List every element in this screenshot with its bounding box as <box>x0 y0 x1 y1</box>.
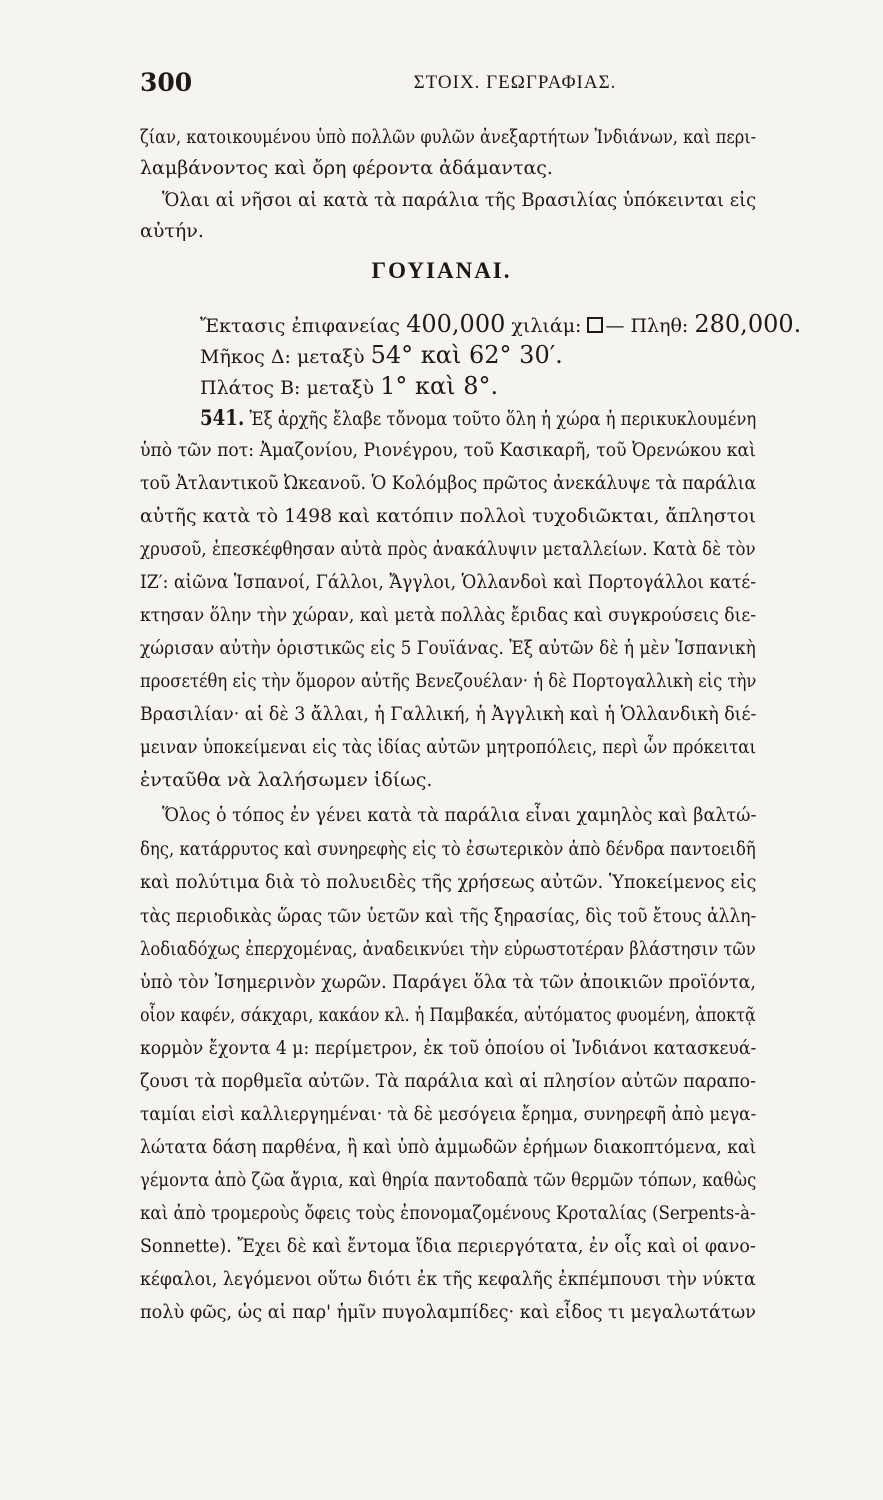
text-line: ταμίαι εἰσὶ καλλιεργημέναι· τὰ δὲ μεσόγεια ἔρημα, συνηρεφῆ ἀπὸ μεγα- <box>140 1103 757 1125</box>
text-line: ζίαν, κατοικουμένου ὑπὸ πολλῶν φυλῶν ἀνεξαρτήτων Ἰνδιάνων, καὶ περι- <box>140 126 757 148</box>
area-value: 400,000 <box>406 310 506 338</box>
paragraph-number: 541. <box>200 405 245 430</box>
width-label: Πλάτος Β: μεταξὺ <box>200 377 375 399</box>
length-stat <box>200 341 563 369</box>
text-line: Ἐξ ἀρχῆς ἔλαβε τὄνομα τοῦτο ὅλη ἡ χώρα ἡ περικυκλουμένη <box>249 408 757 430</box>
population-value: 280,000. <box>694 310 802 338</box>
text-line: ὑπὸ τὸν Ἰσημερινὸν χωρῶν. Παράγει ὅλα τὰ τῶν ἀποικιῶν προϊόντα, <box>140 971 756 993</box>
text-line: Sonnette). Ἔχει δὲ καὶ ἔντομα ἴδια περιεργότατα, ἐν οἷς καὶ οἱ φανο- <box>140 1235 756 1257</box>
area-unit: χιλιάμ: <box>511 315 582 337</box>
page-header <box>140 68 740 104</box>
running-head: ΣΤΟΙΧ. ΓΕΩΓΡΑΦΙΑΣ. <box>413 72 617 93</box>
text-line: ἐνταῦθα νὰ λαλήσωμεν ἰδίως. <box>140 769 433 791</box>
text-line: καὶ πολύτιμα διὰ τὸ πολυειδὲς τῆς χρήσεως αὐτῶν. Ὑποκείμενος εἰς <box>140 871 757 893</box>
text-line: τοῦ Ἀτλαντικοῦ Ὠκεανοῦ. Ὁ Κολόμβος πρῶτος ἀνεκάλυψε τὰ παράλια <box>140 472 757 494</box>
text-line: καὶ ἀπὸ τρομεροὺς ὄφεις τοὺς ἐπονομαζομένους Κροταλίας (Serpents-à- <box>140 1202 756 1224</box>
text-line: Ὅλος ὁ τόπος ἐν γένει κατὰ τὰ παράλια εἶναι χαμηλὸς καὶ βαλτώ- <box>162 804 757 826</box>
section-title: ΓΟΥΙΑΝΑΙ. <box>371 258 512 283</box>
length-label: Μῆκος Δ: μεταξὺ <box>200 346 365 368</box>
text-line: τὰς περιοδικὰς ὥρας τῶν ὑετῶν καὶ τῆς ξηρασίας, δὶς τοῦ ἔτους ἀλλη- <box>140 905 757 927</box>
text-line: προσετέθη εἰς τὴν ὅμορον αὐτῆς Βενεζουέλαν· ἡ δὲ Πορτογαλλικὴ εἰς τὴν <box>140 670 757 692</box>
square-unit-icon <box>587 317 603 333</box>
text-line: Ὅλαι αἱ νῆσοι αἱ κατὰ τὰ παράλια τῆς Βρασιλίας ὑπόκεινται εἰς <box>162 189 757 211</box>
text-line: ΙΖ′: αἰῶνα Ἱσπανοί, Γάλλοι, Ἄγγλοι, Ὁλλανδοὶ καὶ Πορτογάλλοι κατέ- <box>140 571 757 593</box>
area-stat <box>200 310 801 338</box>
length-value: 54° καὶ 62° 30′. <box>370 341 563 369</box>
text-line: οἷον καφέν, σάκχαρι, κακάον κλ. ἡ Παμβακέα, αὐτόματος φυομένη, ἀποκτᾷ <box>140 1004 756 1026</box>
width-value: 1° καὶ 8°. <box>380 372 499 400</box>
width-stat <box>200 372 498 400</box>
text-line: ζουσι τὰ πορθμεῖα αὐτῶν. Τὰ παράλια καὶ αἱ πλησίον αὐτῶν παραπο- <box>140 1070 756 1092</box>
text-line: αὐτήν. <box>140 220 204 242</box>
text-line: λαμβάνοντος καὶ ὄρη φέροντα ἀδάμαντας. <box>140 157 553 179</box>
text-line: αὐτῆς κατὰ τὸ 1498 καὶ κατόπιν πολλοὶ τυχοδιῶκται, ἄπληστοι <box>140 505 756 527</box>
text-line: δης, κατάρρυτος καὶ συνηρεφὴς εἰς τὸ ἐσωτερικὸν ἀπὸ δένδρα παντοειδῆ <box>140 838 756 860</box>
text-line: κτησαν ὅλην τὴν χώραν, καὶ μετὰ πολλὰς ἔριδας καὶ συγκρούσεις διε- <box>140 604 756 626</box>
paragraph-first-line <box>200 405 757 430</box>
area-label: Ἔκτασις ἐπιφανείας <box>200 315 401 337</box>
text-line: χρυσοῦ, ἐπεσκέφθησαν αὐτὰ πρὸς ἀνακάλυψιν μεταλλείων. Κατὰ δὲ τὸν <box>140 538 756 560</box>
text-line: κέφαλοι, λεγόμενοι οὕτω διότι ἐκ τῆς κεφαλῆς ἐκπέμπουσι τὴν νύκτα <box>140 1268 756 1290</box>
text-line: ὑπὸ τῶν ποτ: Ἀμαζονίου, Ριονέγρου, τοῦ Κασικαρῆ, τοῦ Ὀρενώκου καὶ <box>140 439 756 461</box>
text-line: πολὺ φῶς, ὡς αἱ παρ' ἡμῖν πυγολαμπίδες· καὶ εἶδος τι μεγαλωτάτων <box>140 1301 756 1323</box>
text-line: λοδιαδόχως ἐπερχομένας, ἀναδεικνύει τὴν εὐρωστοτέραν βλάστησιν τῶν <box>140 938 756 960</box>
text-line: γέμοντα ἀπὸ ζῶα ἄγρια, καὶ θηρία παντοδαπὰ τῶν θερμῶν τόπων, καθὼς <box>140 1169 757 1191</box>
page-number: 300 <box>140 68 193 97</box>
text-line: μειναν ὑποκείμεναι εἰς τὰς ἰδίας αὐτῶν μητροπόλεις, περὶ ὧν πρόκειται <box>140 736 757 758</box>
text-line: Βρασιλίαν· αἱ δὲ 3 ἄλλαι, ἡ Γαλλική, ἡ Ἀγγλικὴ καὶ ἡ Ὁλλανδικὴ διέ- <box>140 703 757 725</box>
text-line: κορμὸν ἔχοντα 4 μ: περίμετρον, ἐκ τοῦ ὁποίου οἱ Ἰνδιάνοι κατασκευά- <box>140 1037 757 1059</box>
text-line: χώρισαν αὐτὴν ὁριστικῶς εἰς 5 Γουϊάνας. Ἐξ αὐτῶν δὲ ἡ μὲν Ἱσπανικὴ <box>140 637 756 659</box>
population-label: — Πληθ: <box>605 315 689 337</box>
text-line: λώτατα δάση παρθένα, ἢ καὶ ὑπὸ ἀμμωδῶν ἐρήμων διακοπτόμενα, καὶ <box>140 1136 757 1158</box>
